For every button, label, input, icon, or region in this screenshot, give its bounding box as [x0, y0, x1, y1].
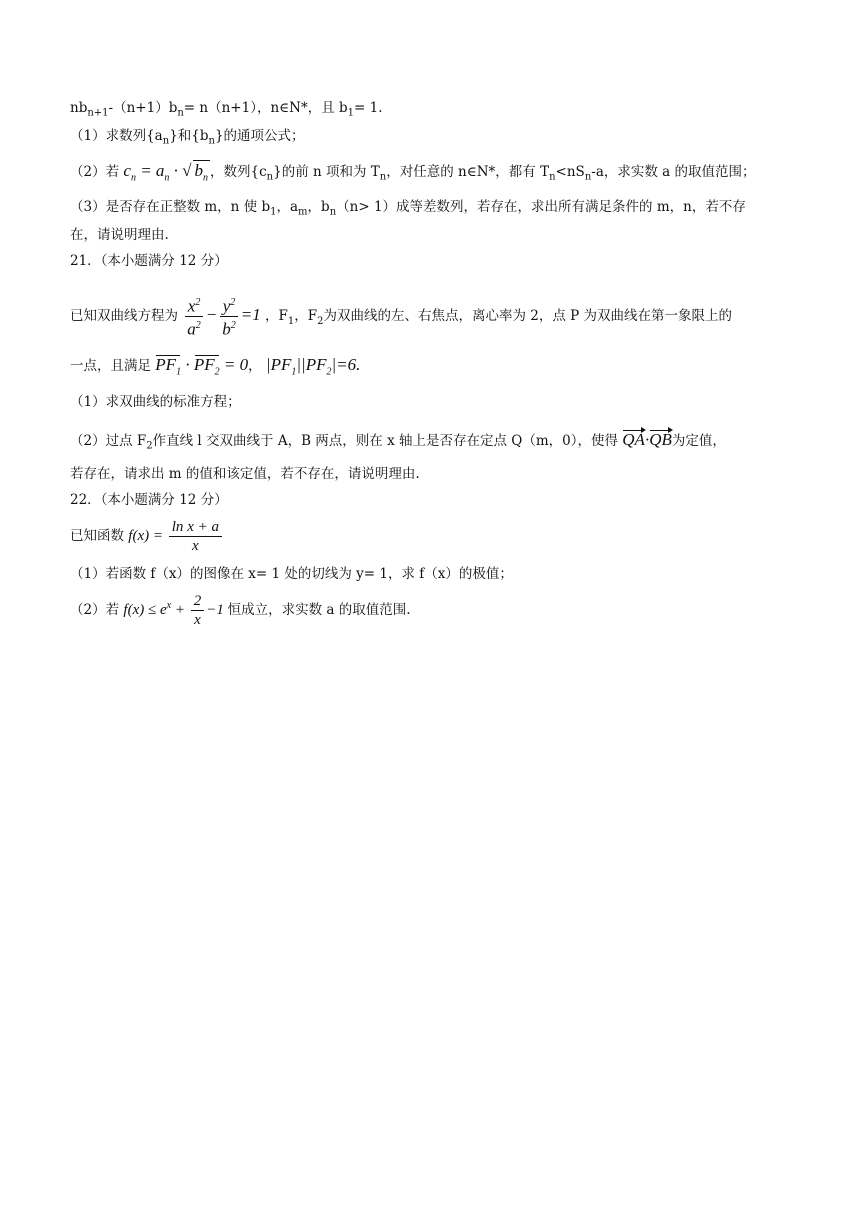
- subscript: n: [329, 206, 337, 218]
- q22-header: [70, 490, 800, 510]
- text-segment: }和{b: [169, 128, 209, 144]
- q20-part3-cont: [70, 225, 800, 245]
- text-segment: ，F: [294, 308, 318, 325]
- q21-part2-cont: [70, 464, 800, 484]
- text-segment: 一点，且满足: [70, 358, 151, 374]
- subscript: n: [162, 135, 170, 147]
- subscript: n: [208, 135, 215, 147]
- subscript: 1: [287, 315, 295, 327]
- text-segment: （3）是否存在正整数 m，n 使 b: [70, 199, 271, 215]
- text-segment: ，a: [276, 199, 299, 215]
- hyperbola-equation: $\frac{x^2}{a^2}$ − $\frac{y^2}{b^2}$ =1: [182, 305, 265, 324]
- text-segment: }的前 n 项和为 T: [273, 164, 380, 180]
- q20-part1: [70, 126, 800, 152]
- subscript: 1: [270, 206, 277, 218]
- text-segment: 若存在，请求出 m 的值和该定值，若不存在，请说明理由.: [70, 466, 420, 482]
- text-segment: = 1.: [354, 100, 383, 116]
- text-segment: ，数列{c: [210, 164, 267, 180]
- dot-product-formula: $PF_1 \cdot PF_2 = 0$: [155, 355, 248, 374]
- text-segment: 为双曲线的左、右焦点，离心率为 2，点 P 为双曲线在第一象限上的: [323, 308, 733, 325]
- formula-cn: $c_n = a_n$ · √ $b_n$: [123, 161, 210, 180]
- vector-product-formula: QA·QB: [622, 430, 672, 449]
- text-segment: 作直线 l 交双曲线于 A，B 两点，则在 x 轴上是否存在定点 Q（m，0），使得: [152, 433, 618, 449]
- q20-part2: [70, 160, 800, 188]
- text-segment: ，对任意的 n∈N*，都有 T: [386, 164, 550, 180]
- text-segment: 已知函数: [70, 527, 124, 544]
- text-segment: -a，求实数 a 的取值范围；: [591, 164, 756, 180]
- q20-part3: [70, 197, 800, 223]
- subscript: m: [298, 206, 308, 218]
- subscript: n: [584, 171, 592, 183]
- q22-statement: [70, 518, 800, 555]
- text-segment: ，F: [265, 308, 288, 325]
- text-segment: ，b: [307, 199, 330, 215]
- subscript: n: [549, 171, 556, 183]
- text-segment: -（n+1）b: [108, 100, 178, 116]
- q21-condition: [70, 355, 800, 382]
- text-segment: = n（n+1），n∈N*，且 b: [183, 100, 348, 116]
- magnitude-formula: $|PF_1||PF_2|=6$.: [265, 355, 361, 378]
- text-segment: ，: [248, 358, 262, 374]
- subscript: n: [379, 171, 387, 183]
- q21-header: [70, 251, 800, 271]
- text-segment: 在，请说明理由.: [70, 227, 169, 243]
- text-segment: 已知双曲线方程为: [70, 308, 178, 325]
- subscript: 1: [347, 107, 354, 119]
- subscript: n: [266, 171, 274, 183]
- text-segment: （1）求数列{a: [70, 128, 163, 144]
- text-segment: nb: [70, 100, 88, 116]
- subscript: 2: [146, 440, 153, 452]
- text-segment: （1）若函数 f（x）的图像在 x= 1 处的切线为 y= 1，求 f（x）的极值；: [70, 566, 513, 582]
- q20-recurrence-line: [70, 98, 800, 124]
- text-segment: }的通项公式；: [214, 128, 305, 144]
- function-definition: f(x) = $\frac{\text{ln x + a}}{x}$: [128, 528, 224, 544]
- subscript: n+1: [87, 107, 109, 119]
- inequality-formula: $f(x) \le e^x$ + $\frac{2}{x}$ −1: [123, 593, 224, 629]
- q21-part1: [70, 392, 800, 412]
- q21-statement: [70, 294, 800, 340]
- text-segment: （n> 1）成等差数列，若存在，求出所有满足条件的 m，n，若不存: [336, 199, 746, 215]
- text-segment: 为定值，: [671, 433, 726, 449]
- text-segment: （2）若: [70, 602, 120, 618]
- question-header: 22．（本小题满分 12 分）: [70, 492, 228, 508]
- q21-part2: [70, 430, 800, 457]
- text-segment: 恒成立，求实数 a 的取值范围.: [227, 602, 411, 618]
- text-segment: （1）求双曲线的标准方程；: [70, 394, 241, 410]
- subscript: n: [177, 107, 184, 119]
- question-header: 21．（本小题满分 12 分）: [70, 253, 228, 269]
- text-segment: <nS: [555, 164, 585, 180]
- subscript: 2: [317, 315, 324, 327]
- text-segment: （2）过点 F: [70, 433, 147, 449]
- q22-part2: [70, 588, 800, 629]
- text-segment: （2）若: [70, 164, 120, 180]
- q22-part1: [70, 564, 800, 584]
